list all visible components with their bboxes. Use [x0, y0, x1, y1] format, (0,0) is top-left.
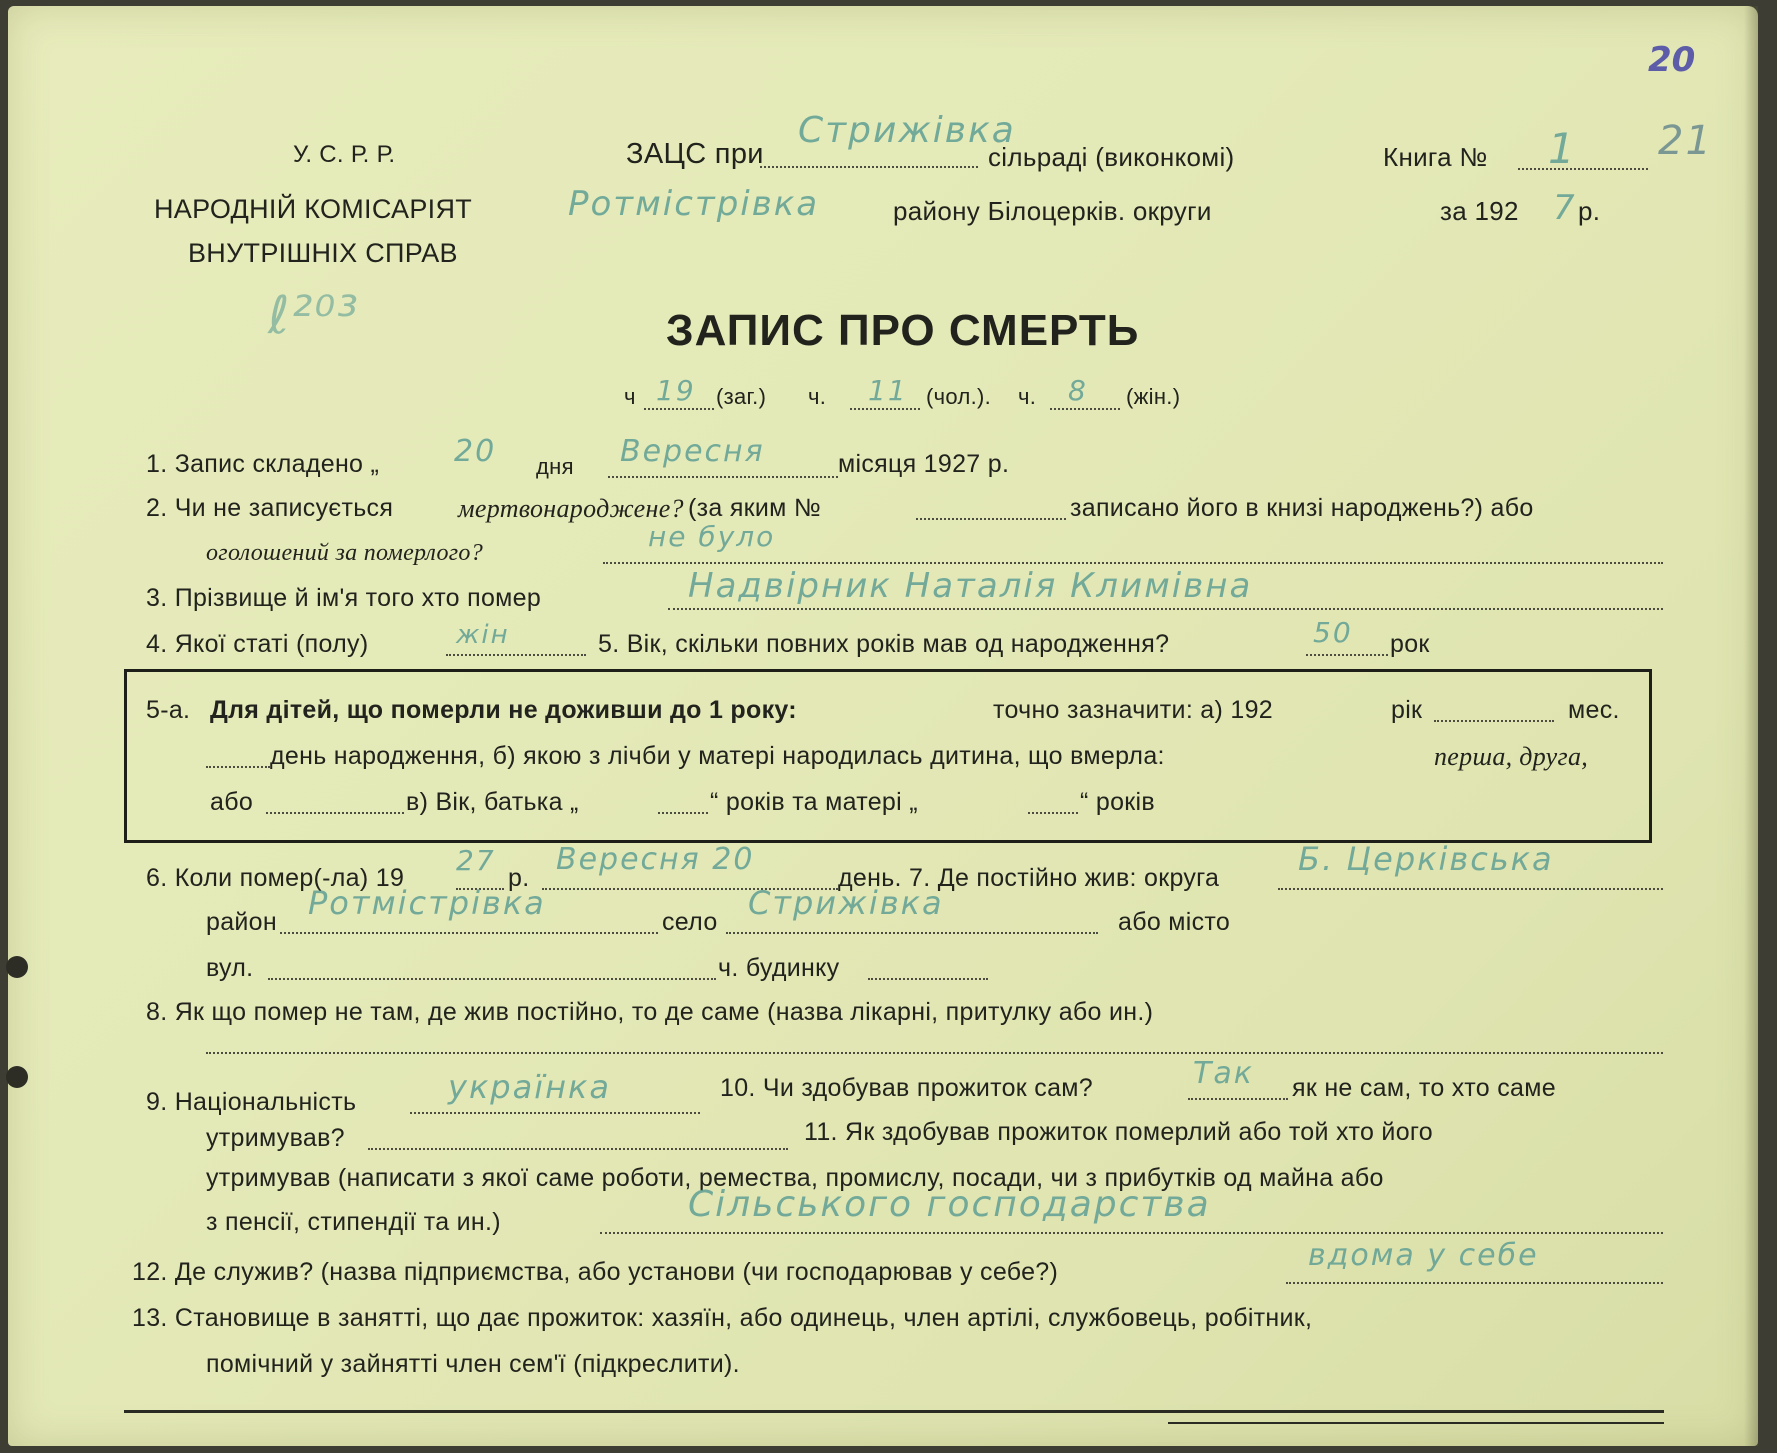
raion-label: району Білоцерків. округи [893, 196, 1212, 226]
item2-declared-dead: оголошений за померлого? [206, 540, 484, 566]
page-title: ЗАПИС ПРО СМЕРТЬ [666, 306, 1140, 355]
count-total-prefix: ч [624, 384, 636, 409]
item9-line [410, 1112, 700, 1114]
item7-selo-handwriting: Стрижівка [748, 884, 944, 922]
item7-okruha-handwriting: Б. Церківська [1298, 840, 1554, 878]
book-field-line [1518, 168, 1648, 170]
item5-line [1306, 654, 1388, 656]
count-female-label: (жін.) [1126, 384, 1181, 409]
count-female-line [1050, 408, 1120, 410]
item5a-first-second: перша, друга, [1434, 742, 1589, 771]
item7-raion-label: район [206, 908, 277, 936]
item1-day-label: дня [536, 454, 574, 479]
item7-raion-handwriting: Ротмістрівка [308, 884, 546, 922]
item7-budynku-label: ч. будинку [718, 954, 840, 982]
item2-declared-line [603, 562, 1663, 564]
item4-label: 4. Якої статі (полу) [146, 630, 369, 658]
item11-label: 11. Як здобував прожиток померлий або той хто його [804, 1118, 1433, 1146]
item5a-month-line [1434, 720, 1554, 722]
item11-handwriting: Сільського господарства [688, 1184, 1211, 1225]
punch-hole [6, 1066, 28, 1088]
item4-line [446, 654, 586, 656]
bottom-rule [124, 1410, 1664, 1413]
item7-raion-line [280, 932, 658, 934]
item12-handwriting: вдома у себе [1308, 1238, 1539, 1273]
count-male-handwriting: 11 [868, 374, 908, 407]
item6-label: 6. Коли помер(-ла) 19 [146, 864, 405, 892]
raion-handwriting: Ротмістрівка [568, 184, 820, 224]
ussr-label: У. С. Р. Р. [293, 141, 396, 168]
count-female-prefix: ч. [1018, 384, 1037, 409]
count-male-line [850, 408, 920, 410]
item11-line [600, 1232, 1663, 1234]
item5a-or-line [266, 812, 404, 814]
item3-label: 3. Прізвище й ім'я того хто помер [146, 584, 542, 612]
count-total-label: (заг.) [716, 384, 767, 409]
item5a-mother-line [1028, 812, 1078, 814]
count-male-prefix: ч. [808, 384, 827, 409]
commissariat-line2: ВНУТРІШНІХ СПРАВ [188, 238, 458, 268]
item10-label: 10. Чи здобував прожиток сам? [720, 1074, 1093, 1102]
item13-text: помічний у зайнятті член сем'ї (підкреслити). [206, 1350, 740, 1378]
zags-label: ЗАЦС при [626, 138, 764, 170]
item7-misto-label: або місто [1118, 908, 1231, 936]
commissariat-line1: НАРОДНІЙ КОМІСАРІЯТ [154, 194, 473, 224]
punch-hole [6, 956, 28, 978]
item2-number-label: (за яким № [688, 494, 822, 522]
item7-vul-line [268, 978, 716, 980]
item5a-birth-year: точно зазначити: а) 192 [993, 696, 1273, 724]
item5a-day-line [206, 766, 270, 768]
item5-label: 5. Вік, скільки повних років мав од народження? [598, 630, 1170, 658]
item5a-mother-age: “ років та матері „ [710, 788, 918, 816]
book-extra-handwriting: 21 [1658, 118, 1713, 164]
item10-who: як не сам, то хто саме [1292, 1074, 1556, 1102]
item11-text: утримував (написати з якої саме роботи, ремества, промислу, посади, чи з прибутків од майна або [206, 1164, 1384, 1192]
item7-okruha-line [1278, 888, 1663, 890]
item12-label: 12. Де служив? (назва підприємства, або установи (чи господарював у себе?) [132, 1258, 1059, 1286]
item6-year-handwriting: 27 [456, 844, 496, 877]
item5a-month-label: мес. [1568, 696, 1620, 724]
item7-label: день. 7. Де постійно жив: округа [838, 864, 1220, 892]
item1-label: 1. Запис складено „ [146, 450, 380, 478]
item5a-birth-order: день народження, б) якою з лічби у матері народилась дитина, що вмерла: [270, 742, 1165, 770]
item2-registered-label: записано його в книзі народжень?) або [1070, 494, 1534, 522]
page-edge [1744, 6, 1758, 1446]
item3-handwriting: Надвірник Наталія Климівна [688, 566, 1253, 606]
item5a-number: 5-а. [146, 696, 191, 724]
item1-month-handwriting: Вересня [620, 434, 765, 469]
item7-selo-label: село [662, 908, 718, 936]
zags-handwriting: Стрижівка [798, 110, 1016, 151]
item2-handwriting: не було [648, 520, 776, 553]
bottom-rule-2 [1168, 1422, 1664, 1424]
item5a-years: “ років [1080, 788, 1155, 816]
count-total-handwriting: 19 [656, 374, 696, 407]
item5a-year-label: рік [1391, 696, 1423, 724]
item5a-or: або [210, 788, 254, 816]
item10-supported-line [368, 1148, 788, 1150]
death-record-form [8, 6, 1758, 1446]
book-number-handwriting: 1 [1548, 124, 1577, 173]
count-male-label: (чол.). [926, 384, 992, 409]
item10-supported-label: утримував? [206, 1124, 345, 1152]
item1-month-line [608, 476, 838, 478]
item8-line [206, 1052, 1663, 1054]
item4-handwriting: жін [456, 620, 510, 650]
item3-line [668, 608, 1663, 610]
item7-selo-line [726, 932, 1098, 934]
item5-handwriting: 50 [1313, 616, 1353, 649]
item5a-heading: Для дітей, що померли не доживши до 1 року: [210, 696, 797, 724]
count-female-handwriting: 8 [1068, 374, 1088, 407]
item13-label: 13. Становище в занятті, що дає прожиток: хазяїн, або одинець, член артілі, службовець, робітник, [132, 1304, 1313, 1332]
item5a-father-line [658, 812, 708, 814]
item2-number-line [916, 518, 1066, 520]
year-suffix: р. [1578, 196, 1601, 226]
page-number-stamp: 20 [1648, 40, 1696, 80]
item1-day-handwriting: 20 [454, 434, 497, 469]
item10-line [1188, 1098, 1288, 1100]
silradi-label: сільраді (виконкомі) [988, 142, 1235, 172]
count-total-line [644, 408, 714, 410]
item5a-father-age: в) Вік, батька „ [406, 788, 579, 816]
item1-month-label: місяця 1927 р. [838, 450, 1010, 478]
item11-pension: з пенсії, стипендії та ин.) [206, 1208, 501, 1236]
item10-handwriting: Так [1193, 1056, 1254, 1091]
item5-unit: рок [1390, 630, 1430, 658]
margin-mark-handwriting: ℓ²⁰³ [268, 286, 361, 346]
item8-label: 8. Як що помер не там, де жив постійно, то де саме (назва лікарні, притулку або ин.) [146, 998, 1154, 1026]
item2-label: 2. Чи не записується [146, 494, 394, 522]
item12-line [1286, 1282, 1663, 1284]
item6-date-handwriting: Вересня 20 [556, 842, 755, 877]
year-prefix: за 192 [1440, 196, 1519, 226]
book-label: Книга № [1383, 142, 1488, 172]
zags-field-line [760, 166, 978, 168]
item6-year-suffix: р. [508, 864, 530, 892]
item7-budynku-line [868, 978, 988, 980]
year-handwriting: 7 [1553, 188, 1577, 228]
item9-handwriting: українка [448, 1068, 611, 1106]
item7-vul-label: вул. [206, 954, 254, 982]
item9-label: 9. Національність [146, 1088, 357, 1116]
item2-stillborn: мертвонароджене? [458, 494, 684, 523]
